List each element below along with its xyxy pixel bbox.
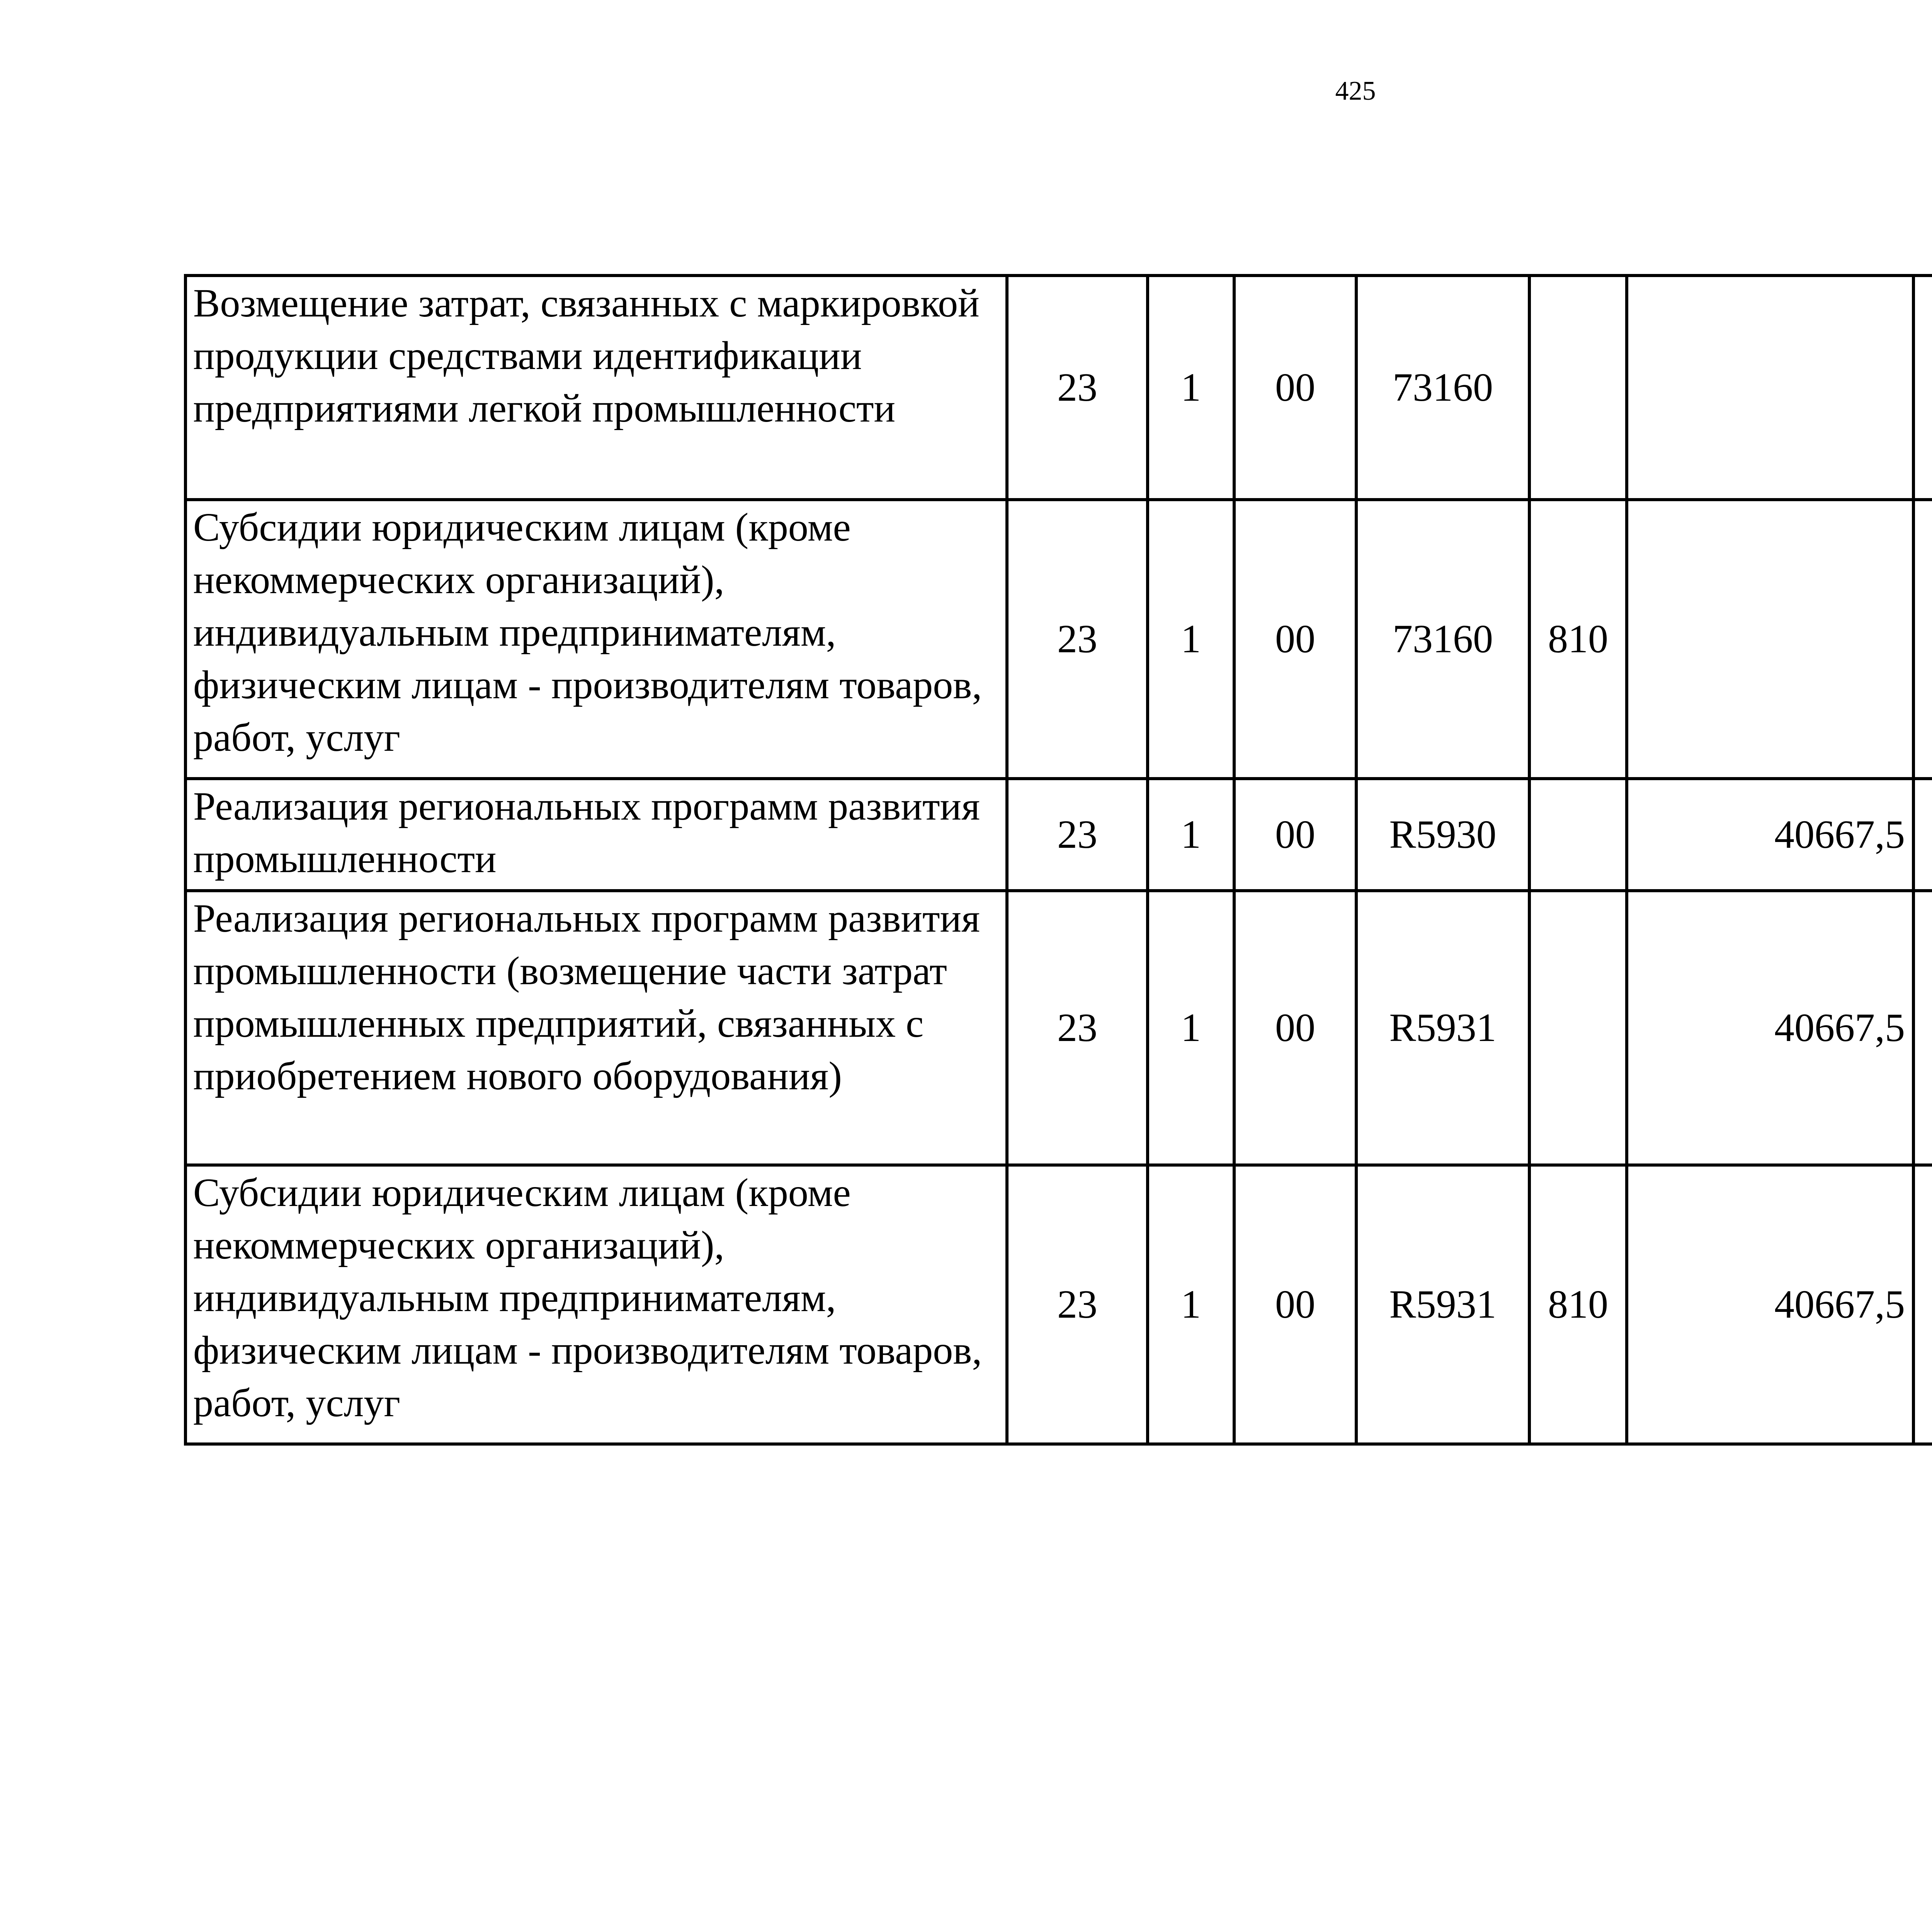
sum-2-cell bbox=[1913, 1165, 1932, 1444]
expense-code-cell: R5931 bbox=[1356, 891, 1529, 1165]
subprogram-cell: 1 bbox=[1148, 779, 1234, 891]
expense-type-cell bbox=[1529, 779, 1627, 891]
table-row bbox=[185, 276, 1932, 500]
expense-type-cell: 810 bbox=[1529, 1165, 1627, 1444]
sum-2-cell bbox=[1913, 891, 1932, 1165]
program-cell: 23 bbox=[1007, 500, 1148, 779]
sum-1-cell: 40667,5 bbox=[1627, 891, 1913, 1165]
table-row bbox=[185, 779, 1932, 891]
direction-cell: 00 bbox=[1234, 779, 1356, 891]
row-name-cell: Реализация региональных программ развития промышленности bbox=[185, 779, 1007, 891]
program-cell: 23 bbox=[1007, 276, 1148, 500]
program-cell: 23 bbox=[1007, 891, 1148, 1165]
direction-cell: 00 bbox=[1234, 500, 1356, 779]
page-number: 425 bbox=[1335, 76, 1376, 106]
sum-1-cell bbox=[1627, 276, 1913, 500]
subprogram-cell: 1 bbox=[1148, 1165, 1234, 1444]
sum-1-cell bbox=[1627, 500, 1913, 779]
direction-cell: 00 bbox=[1234, 276, 1356, 500]
expense-code-cell: 73160 bbox=[1356, 500, 1529, 779]
direction-cell: 00 bbox=[1234, 1165, 1356, 1444]
expense-code-cell: 73160 bbox=[1356, 276, 1529, 500]
sum-2-cell bbox=[1913, 779, 1932, 891]
expense-type-cell bbox=[1529, 891, 1627, 1165]
table-row bbox=[185, 1165, 1932, 1444]
budget-table bbox=[184, 274, 1932, 1446]
sum-2-cell bbox=[1913, 500, 1932, 779]
table-row bbox=[185, 500, 1932, 779]
sum-2-cell bbox=[1913, 276, 1932, 500]
subprogram-cell: 1 bbox=[1148, 276, 1234, 500]
program-cell: 23 bbox=[1007, 1165, 1148, 1444]
expense-type-cell bbox=[1529, 276, 1627, 500]
table-row bbox=[185, 891, 1932, 1165]
sum-1-cell: 40667,5 bbox=[1627, 1165, 1913, 1444]
program-cell: 23 bbox=[1007, 779, 1148, 891]
row-name-cell: Субсидии юридическим лицам (кроме некоммерческих организаций), индивидуальным предпринимателям, физическим лицам - производителям товаров, работ, услуг bbox=[185, 500, 1007, 779]
row-name-cell: Возмещение затрат, связанных с маркировкой продукции средствами идентификации предприятиями легкой промышленности bbox=[185, 276, 1007, 500]
expense-code-cell: R5930 bbox=[1356, 779, 1529, 891]
row-name-cell: Реализация региональных программ развития промышленности (возмещение части затрат промышленных предприятий, связанных с приобретением нового оборудования) bbox=[185, 891, 1007, 1165]
sum-1-cell: 40667,5 bbox=[1627, 779, 1913, 891]
row-name-cell: Субсидии юридическим лицам (кроме некоммерческих организаций), индивидуальным предпринимателям, физическим лицам - производителям товаров, работ, услуг bbox=[185, 1165, 1007, 1444]
expense-type-cell: 810 bbox=[1529, 500, 1627, 779]
subprogram-cell: 1 bbox=[1148, 500, 1234, 779]
direction-cell: 00 bbox=[1234, 891, 1356, 1165]
expense-code-cell: R5931 bbox=[1356, 1165, 1529, 1444]
subprogram-cell: 1 bbox=[1148, 891, 1234, 1165]
